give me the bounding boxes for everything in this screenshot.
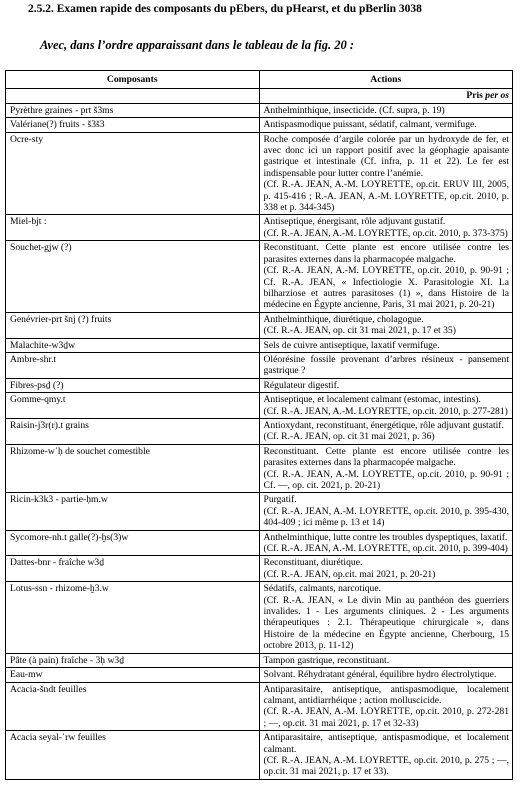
table-row xyxy=(6,103,513,117)
table-row xyxy=(6,418,513,444)
component-cell: Rhizome-w῾ḥ de souchet comestible xyxy=(6,444,260,493)
component-cell: Valériane(?) fruits - š3š3 xyxy=(6,118,260,132)
action-cell xyxy=(259,378,513,392)
action-cell xyxy=(259,118,513,132)
action-cell xyxy=(259,312,513,338)
table-row xyxy=(6,682,513,731)
action-text: Anthelminthique, diurétique, cholagogue. xyxy=(263,313,424,325)
table-row xyxy=(6,582,513,653)
action-cell xyxy=(259,103,513,117)
table-intro: Avec, dans l’ordre apparaissant dans le tableau de la fig. 20 : xyxy=(40,38,355,52)
table-row xyxy=(6,493,513,530)
component-cell: Pâte (à pain) fraîche - 3ḥ w3ḏ xyxy=(6,653,260,667)
action-text: Sédatifs, calmants, narcotique. xyxy=(263,583,381,595)
citation-text: (Cf. R.-A. JEAN, op. cit 31 mai 2021, p. 17 et 35) xyxy=(263,325,456,337)
component-cell: Ambre-shr.t xyxy=(6,352,260,378)
action-cell xyxy=(259,530,513,556)
citation-text: (Cf. R.-A. JEAN, A.-M. LOYRETTE, op.cit. 2010, p. 275 ; —, op.cit. 31 mai 2021, p. 17 et 33). xyxy=(263,754,509,778)
table-header-row xyxy=(6,71,513,89)
subheader-per-os xyxy=(259,89,513,103)
component-cell: Malachite-w3ḏw xyxy=(6,338,260,352)
citation-text: (Cf. R.-A. JEAN, « Le divin Min au panthéon des guerriers invalides. 1 - Les arguments cliniques. 2 - Les arguments thérapeutiques : 2.1. Thérapeutique chirurgicale », dans Histoire de la médecine en Égypte ancienne, Cherbourg, 15 octobre 2013, p. 11-12) xyxy=(263,594,509,652)
subheader-prefix: Pris xyxy=(466,90,486,102)
component-cell: Dattes-bnr - fraîche w3ḏ xyxy=(6,556,260,582)
action-text: Roche composée d’argile colorée par un hydroxyde de fer, et avec donc ici un rapport positif avec la géophagie apaisante gastrique et intestinale (Cf. infra, p. 11 et 22). Le fer est indispensable pour lutter contre l’anémie. xyxy=(263,133,509,179)
component-cell: Miel-bjt : xyxy=(6,215,260,241)
component-cell: Souchet-gjw (?) xyxy=(6,241,260,312)
header-components: Composants xyxy=(6,71,260,89)
action-text: Antiseptique, énergisant, rôle adjuvant gustatif. xyxy=(263,216,446,228)
action-cell xyxy=(259,668,513,682)
components-table xyxy=(5,70,513,780)
action-cell xyxy=(259,556,513,582)
table-row xyxy=(6,444,513,493)
citation-text: (Cf. R.-A. JEAN, op.cit. mai 2021, p. 20-21) xyxy=(263,568,436,580)
action-text: Solvant. Réhydratant général, équilibre hydro électrolytique. xyxy=(263,669,497,681)
header-actions: Actions xyxy=(259,71,513,89)
citation-text: (Cf. R.-A. JEAN, A.-M. LOYRETTE, op.cit. 2010, p. 395-430, 404-409 ; ici même p. 13 et 14) xyxy=(263,505,509,529)
action-text: Reconstituant, diurétique. xyxy=(263,557,363,569)
action-cell xyxy=(259,338,513,352)
action-cell xyxy=(259,241,513,312)
table-row xyxy=(6,312,513,338)
action-cell xyxy=(259,653,513,667)
table-row xyxy=(6,653,513,667)
component-cell: Pyrèthre graines - prt š3ms xyxy=(6,103,260,117)
subheader-row xyxy=(6,89,513,103)
table-row xyxy=(6,132,513,215)
citation-text: (Cf. R.-A. JEAN, A.-M. LOYRETTE, op.cit. 2010, p. 277-281) xyxy=(263,405,508,417)
action-cell xyxy=(259,444,513,493)
action-text: Reconstituant. Cette plante est encore utilisée contre les parasites externes dans la pharmacopée malgache. xyxy=(263,242,509,265)
table-row xyxy=(6,530,513,556)
action-text: Oléorésine fossile provenant d’arbres résineux - pansement gastrique ? xyxy=(263,353,509,377)
action-text: Anthelminthique, insecticide. (Cf. supra, p. 19) xyxy=(263,104,445,116)
citation-text: (Cf. R.-A. JEAN, A.-M. LOYRETTE, op.cit. 2010, p. 90-91 ; Cf. —, op. cit. 2021, p. 20-21) xyxy=(263,468,509,491)
action-text: Antiparasitaire, antiseptique, antispasmodique, localement calmant, antidiarrhéique ; action molluscicide. xyxy=(263,683,509,706)
action-cell xyxy=(259,731,513,780)
table-row xyxy=(6,556,513,582)
component-cell: Sycomore-nh.t galle(?)-ḫs(3)w xyxy=(6,530,260,556)
citation-text: (Cf. R.-A. JEAN, A.-M. LOYRETTE, op.cit. 2010, p. 90-91 ; Cf. R.-A. JEAN, « Infectiologie X. Parasitologie XI. La bilharziose et autres parasitoses (1) », dans Histoire de la médecine en Égypte ancienne, Paris, 31 mai 2021, p. 20-21) xyxy=(263,265,509,311)
action-cell xyxy=(259,393,513,419)
component-cell: Acacia-šndt feuilles xyxy=(6,682,260,731)
action-text: Régulateur digestif. xyxy=(263,379,340,391)
table-row xyxy=(6,215,513,241)
subheader-italic: per os xyxy=(485,90,509,102)
component-cell: Genévrier-prt šnj (?) fruits xyxy=(6,312,260,338)
action-text: Sels de cuivre antiseptique, laxatif vermifuge. xyxy=(263,339,440,351)
action-text: Antioxydant, reconstituant, énergétique, rôle adjuvant gustatif. xyxy=(263,419,504,431)
component-cell: Raisin-j3r(r).t grains xyxy=(6,418,260,444)
table-row xyxy=(6,241,513,312)
action-cell xyxy=(259,352,513,378)
action-cell xyxy=(259,418,513,444)
citation-text: (Cf. R.-A. JEAN, A.-M. LOYRETTE, op.cit. 2010, p. 373-375) xyxy=(263,227,508,239)
component-cell: Ricin-k3k3 - partie-ḥm.w xyxy=(6,493,260,530)
action-cell xyxy=(259,682,513,731)
component-cell: Lotus-ssn - rhizome-ḫ3.w xyxy=(6,582,260,653)
subheader-empty-cell xyxy=(6,89,260,103)
citation-text: (Cf. R.-A. JEAN, A.-M. LOYRETTE, op.cit. 2010, p. 272-281 ; —, op.cit. 31 mai 2021, p. 17 et 32-33) xyxy=(263,706,509,729)
component-cell: Acacia seyal-῾rw feuilles xyxy=(6,731,260,780)
table-row xyxy=(6,731,513,780)
action-text: Antiseptique, et localement calmant (estomac, intestins). xyxy=(263,394,481,406)
citation-text: (Cf. R.-A. JEAN, A.-M. LOYRETTE, op.cit. 2010, p. 399-404) xyxy=(263,543,508,555)
action-text: Antispasmodique puissant, sédatif, calmant, vermifuge. xyxy=(263,119,477,131)
action-cell xyxy=(259,215,513,241)
table-row xyxy=(6,352,513,378)
component-cell: Eau-mw xyxy=(6,668,260,682)
action-text: Tampon gastrique, reconstituant. xyxy=(263,654,390,666)
table-row xyxy=(6,393,513,419)
table-row xyxy=(6,378,513,392)
action-text: Purgatif. xyxy=(263,494,297,506)
table-row xyxy=(6,338,513,352)
action-cell xyxy=(259,132,513,215)
component-cell: Gomme-qmy.t xyxy=(6,393,260,419)
table-row xyxy=(6,118,513,132)
action-text: Antiparasitaire, antiseptique, antispasmodique, et localement calmant. xyxy=(263,732,509,755)
table-row xyxy=(6,668,513,682)
citation-text: (Cf. R.-A. JEAN, op. cit 31 mai 2021, p. 36) xyxy=(263,431,435,443)
citation-text: (Cf. R.-A. JEAN, A.-M. LOYRETTE, op.cit. ERUV III, 2005, p. 415-416 ; R.-A. JEAN, A.-M. LOYRETTE, op.cit. 2010, p. 338 et p. 344-345) xyxy=(263,179,509,214)
component-cell: Ocre-sty xyxy=(6,132,260,215)
action-text: Reconstituant. Cette plante est encore utilisée contre les parasites externes dans la pharmacopée malgache. xyxy=(263,445,509,469)
action-cell xyxy=(259,582,513,653)
action-cell xyxy=(259,493,513,530)
action-text: Anthelminthique, lutte contre les troubles dyspeptiques, laxatif. xyxy=(263,531,508,543)
section-heading: 2.5.2. Examen rapide des composants du pEbers, du pHearst, et du pBerlin 3038 xyxy=(28,3,422,15)
component-cell: Fibres-psḏ (?) xyxy=(6,378,260,392)
